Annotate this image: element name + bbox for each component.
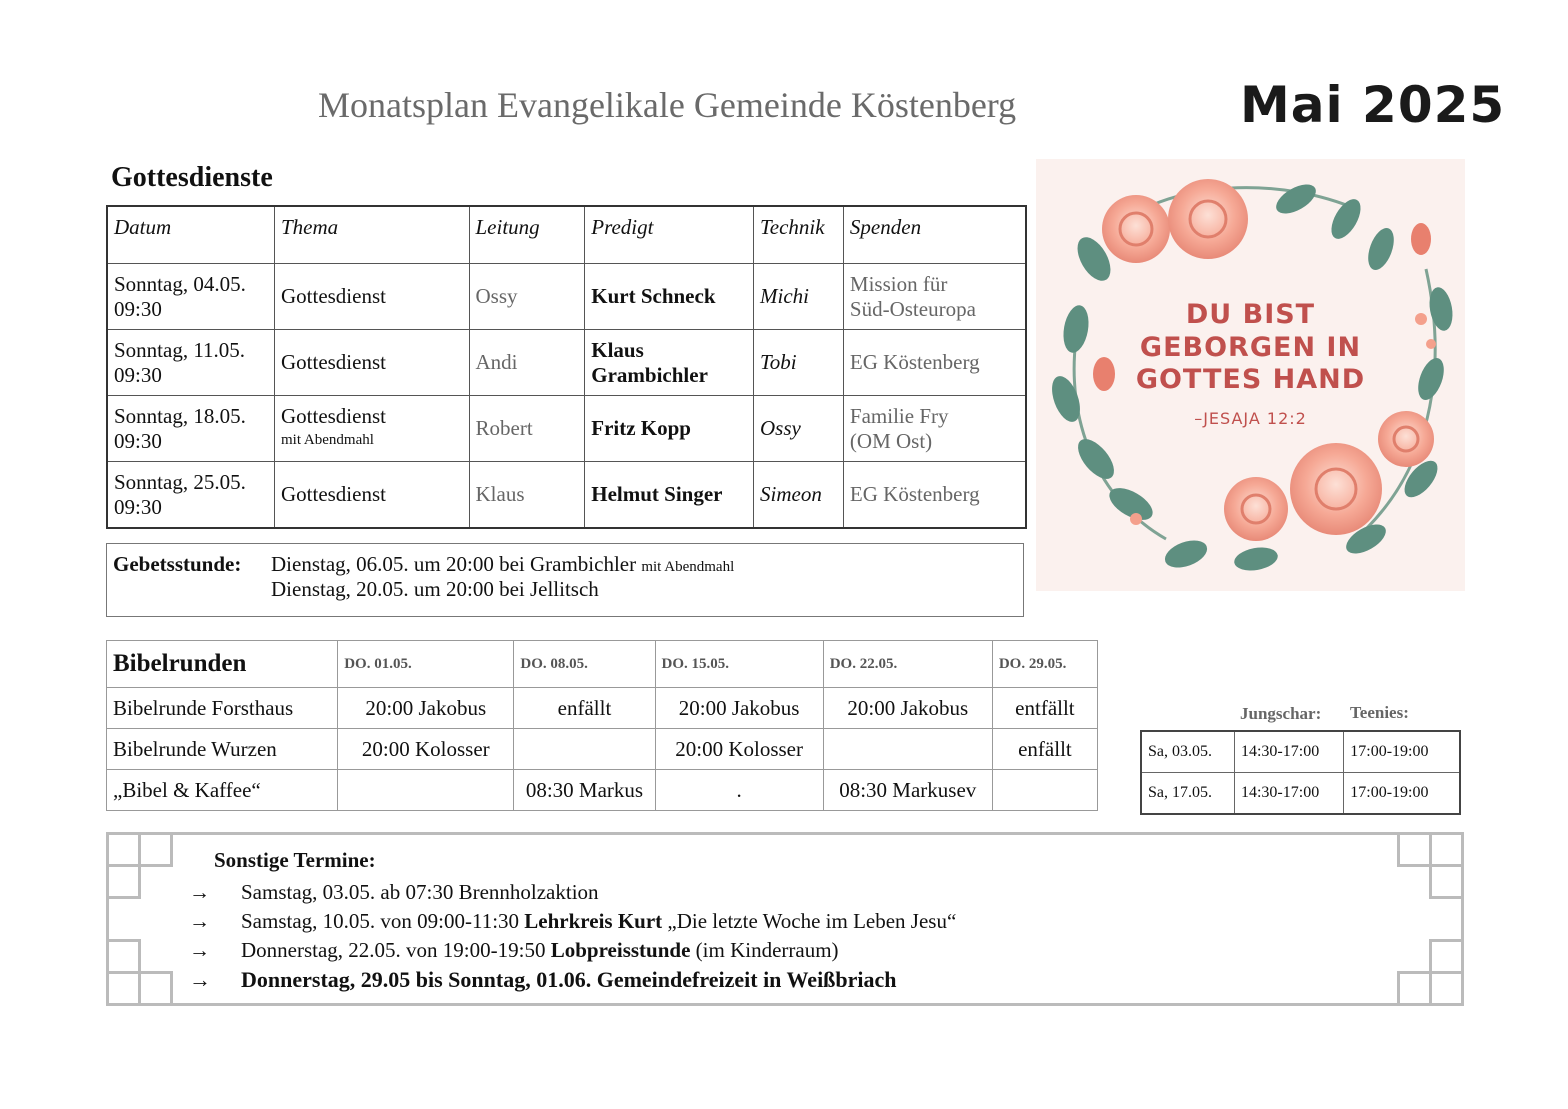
service-donation: EG Köstenberg [843,462,1026,529]
list-item: → Donnerstag, 22.05. von 19:00-19:50 Lobpreisstunde (im Kinderraum) [189,938,839,962]
service-lead: Klaus [469,462,585,529]
service-donation: Familie Fry (OM Ost) [843,396,1026,462]
service-lead: Ossy [469,264,585,330]
youth-jungschar-time: 14:30-17:00 [1234,731,1343,773]
bible-group-name: Bibelrunde Forsthaus [107,688,338,729]
frame-ornament [1429,864,1464,899]
bible-group-name: Bibelrunde Wurzen [107,729,338,770]
bible-cell: 08:30 Markusev [823,770,992,811]
verse-line-2: GEBORGEN IN [1139,332,1362,363]
bible-header-row [107,641,1098,688]
bible-date-1: DO. 01.05. [338,641,514,688]
verse-reference: –JESAJA 12:2 [1194,409,1307,428]
teenies-label: Teenies: [1350,703,1409,722]
bible-cell: 20:00 Jakobus [655,688,823,729]
youth-jungschar-time: 14:30-17:00 [1234,773,1343,815]
frame-ornament [106,939,141,974]
prayer-note: mit Abendmahl [641,559,735,575]
services-heading: Gottesdienste [111,162,273,193]
other-dates-heading: Sonstige Termine: [214,848,376,872]
verse-image [1036,159,1465,591]
table-row [107,396,1026,462]
bible-cell: 20:00 Kolosser [338,729,514,770]
service-donation: EG Köstenberg [843,330,1026,396]
bible-heading: Bibelrunden [107,641,338,688]
column-header-lead: Leitung [469,206,585,264]
service-theme: Gottesdienst [274,462,469,529]
service-donation: Mission für Süd-Osteuropa [843,264,1026,330]
bible-cell: entfällt [992,688,1097,729]
frame-ornament [106,864,141,899]
prayer-box [106,543,1024,617]
arrow-icon: → [189,967,211,992]
youth-date: Sa, 17.05. [1141,773,1234,815]
prayer-line-2: Dienstag, 20.05. um 20:00 bei Jellitsch [271,577,599,601]
service-theme: Gottesdienst [274,330,469,396]
table-row [107,770,1098,811]
bible-cell [823,729,992,770]
prayer-line-1: Dienstag, 06.05. um 20:00 bei Grambichler mit Abendmahl [271,552,735,576]
service-theme-note: mit Abendmahl [280,432,374,448]
bible-study-table [106,640,1098,811]
service-tech: Michi [754,264,844,330]
table-row [107,264,1026,330]
arrow-icon: → [189,938,210,962]
table-row [1141,773,1460,815]
bible-group-name: „Bibel & Kaffee“ [107,770,338,811]
page-title: Monatsplan Evangelikale Gemeinde Köstenberg [318,85,1017,125]
bible-cell: enfällt [514,688,655,729]
frame-ornament [106,832,141,867]
bible-cell: 20:00 Jakobus [338,688,514,729]
service-lead: Andi [469,330,585,396]
service-date: Sonntag, 11.05. 09:30 [107,330,274,396]
youth-teenies-time: 17:00-19:00 [1344,773,1460,815]
bible-cell [514,729,655,770]
service-date: Sonntag, 25.05. 09:30 [107,462,274,529]
frame-ornament [1429,939,1464,974]
arrow-icon: → [189,909,210,933]
bible-date-3: DO. 15.05. [655,641,823,688]
youth-table [1140,730,1461,815]
frame-ornament [1397,971,1432,1006]
arrow-icon: → [189,880,210,904]
other-dates-box [106,832,1464,1006]
table-row [107,729,1098,770]
table-row [1141,731,1460,773]
service-preacher: Helmut Singer [585,462,754,529]
bible-date-2: DO. 08.05. [514,641,655,688]
list-item: → Samstag, 10.05. von 09:00-11:30 Lehrkreis Kurt „Die letzte Woche im Leben Jesu“ [189,909,957,933]
services-table [106,205,1027,529]
services-header-row [107,206,1026,264]
bible-cell: . [655,770,823,811]
service-tech: Ossy [754,396,844,462]
frame-ornament [138,832,173,867]
youth-date: Sa, 03.05. [1141,731,1234,773]
bible-cell: 20:00 Jakobus [823,688,992,729]
frame-ornament [1397,832,1432,867]
frame-ornament [1429,832,1464,867]
table-row [107,462,1026,529]
column-header-tech: Technik [754,206,844,264]
bible-cell [992,770,1097,811]
service-tech: Tobi [754,330,844,396]
list-item: → Samstag, 03.05. ab 07:30 Brennholzaktion [189,880,599,904]
jungschar-label: Jungschar: [1240,704,1322,723]
bible-cell: 20:00 Kolosser [655,729,823,770]
table-row [107,688,1098,729]
service-date: Sonntag, 04.05. 09:30 [107,264,274,330]
frame-ornament [106,971,141,1006]
service-theme: Gottesdienst mit Abendmahl [274,396,469,462]
bible-cell: enfällt [992,729,1097,770]
verse-line-1: DU BIST [1185,299,1316,330]
column-header-donations: Spenden [843,206,1026,264]
service-theme: Gottesdienst [274,264,469,330]
column-header-preacher: Predigt [585,206,754,264]
frame-ornament [1429,971,1464,1006]
service-preacher: Klaus Grambichler [585,330,754,396]
service-preacher: Fritz Kopp [585,396,754,462]
service-lead: Robert [469,396,585,462]
bible-date-4: DO. 22.05. [823,641,992,688]
column-header-theme: Thema [274,206,469,264]
service-date: Sonntag, 18.05. 09:30 [107,396,274,462]
prayer-label: Gebetsstunde: [113,552,242,576]
service-tech: Simeon [754,462,844,529]
bible-cell: 08:30 Markus [514,770,655,811]
bible-date-5: DO. 29.05. [992,641,1097,688]
frame-ornament [138,971,173,1006]
verse-line-3: GOTTES HAND [1135,364,1366,395]
bible-cell [338,770,514,811]
table-row [107,330,1026,396]
list-item: → Donnerstag, 29.05 bis Sonntag, 01.06. Gemeindefreizeit in Weißbriach [189,967,897,992]
column-header-date: Datum [107,206,274,264]
month-title: Mai 2025 [1240,76,1506,134]
youth-teenies-time: 17:00-19:00 [1344,731,1460,773]
service-preacher: Kurt Schneck [585,264,754,330]
